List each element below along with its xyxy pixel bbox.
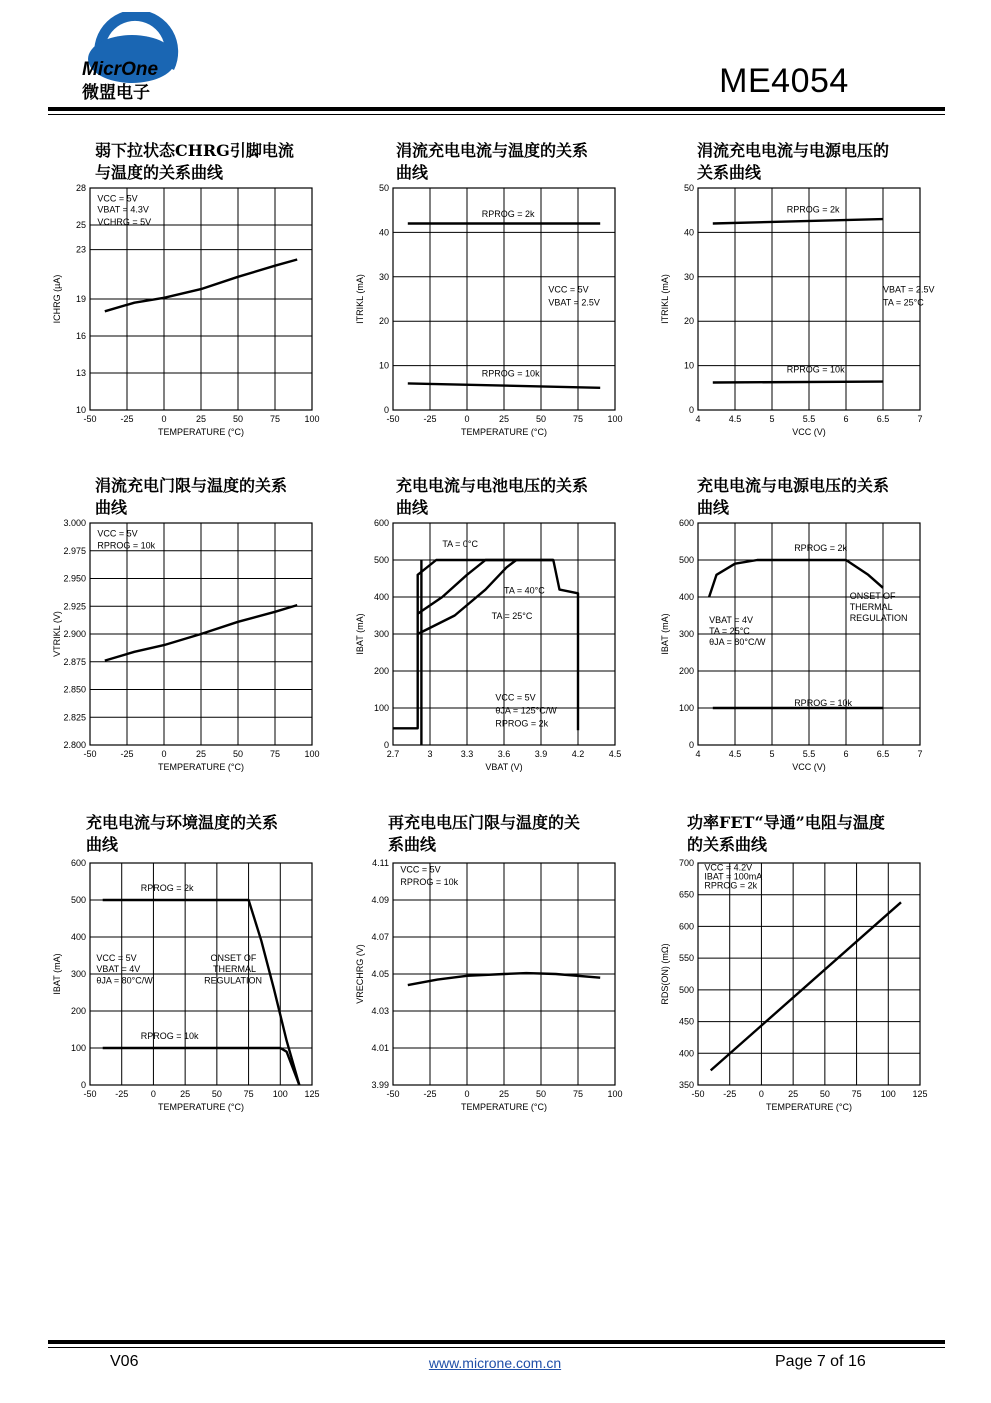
- y-tick-label: 3.000: [63, 518, 86, 528]
- chart-annotation: RPROG = 2k: [140, 882, 194, 893]
- chart-annotation: θJA = 80°C/W: [96, 975, 153, 986]
- x-tick-label: 25: [498, 414, 510, 424]
- x-tick-label: 25: [195, 414, 207, 424]
- x-tick-label: -50: [83, 1089, 97, 1099]
- y-tick-label: 2.975: [63, 545, 86, 556]
- chart-trickle-current-vs-vcc: [648, 180, 935, 445]
- y-tick-label: 350: [678, 1080, 694, 1090]
- x-tick-label: 3.6: [497, 749, 511, 759]
- chart-title-6: [697, 475, 927, 519]
- x-tick-label: 3.3: [460, 749, 474, 759]
- y-tick-label: 550: [678, 953, 694, 964]
- x-tick-label: 4.5: [728, 749, 742, 759]
- chart-annotation: RPROG = 10k: [786, 364, 845, 375]
- chart-annotation: RPROG = 2k: [704, 880, 758, 891]
- chart-annotation: RPROG = 2k: [481, 208, 535, 219]
- y-tick-label: 400: [678, 592, 694, 602]
- model-number: ME4054: [719, 62, 849, 100]
- y-tick-label: 500: [70, 895, 86, 905]
- y-tick-label: 0: [383, 740, 389, 750]
- y-tick-label: 2.900: [63, 629, 86, 639]
- y-tick-label: 100: [678, 703, 694, 713]
- chart-charge-current-vs-ambient: [40, 855, 320, 1120]
- y-tick-label: 2.800: [63, 740, 86, 750]
- y-axis-label: IBAT (mA): [52, 953, 62, 995]
- x-tick-label: -50: [83, 749, 97, 759]
- y-tick-label: 400: [678, 1048, 694, 1059]
- chart-title-1: [95, 140, 325, 184]
- x-tick-label: -25: [115, 1089, 129, 1099]
- y-tick-label: 23: [75, 244, 86, 255]
- y-tick-label: 650: [678, 889, 694, 900]
- chart-charge-current-vs-vcc: [648, 515, 928, 780]
- chart-annotation: TA = 40°C: [504, 585, 545, 596]
- c9-svg: [648, 855, 928, 1120]
- x-tick-label: 100: [304, 749, 320, 759]
- x-axis-label: TEMPERATURE (°C): [158, 1102, 244, 1112]
- x-axis-label: TEMPERATURE (°C): [766, 1102, 852, 1112]
- chart-annotation: RPROG = 10k: [400, 877, 459, 888]
- c4-svg: [40, 515, 320, 780]
- y-tick-label: 100: [70, 1043, 86, 1053]
- chart-annotation: ONSET OF: [210, 953, 257, 964]
- logo-text: MicrOne: [82, 59, 159, 80]
- chart-title-3-line-1: 涓流充电电流与电源电压的: [697, 141, 890, 160]
- x-tick-label: 100: [304, 414, 320, 424]
- chart-annotation: THERMAL: [849, 601, 893, 612]
- chart-annotation: VCC = 5V: [495, 692, 536, 703]
- chart-annotation: IBAT = 100mA: [704, 871, 763, 882]
- x-tick-label: 50: [535, 1089, 547, 1099]
- y-tick-label: 25: [75, 220, 86, 230]
- x-tick-label: 0: [161, 414, 167, 424]
- x-axis-label: TEMPERATURE (°C): [461, 1102, 547, 1112]
- x-tick-label: 100: [880, 1089, 896, 1099]
- x-tick-label: 50: [232, 749, 244, 759]
- microne-logo-icon: [74, 12, 184, 107]
- y-tick-label: 500: [373, 555, 389, 565]
- chart-title-4: [95, 475, 325, 519]
- x-tick-label: 0: [464, 1089, 470, 1099]
- chart-rdson-vs-temp: [648, 855, 928, 1120]
- y-tick-label: 100: [373, 703, 389, 713]
- footer-rule: [48, 1340, 945, 1344]
- c5-svg: [343, 515, 623, 780]
- y-tick-label: 300: [678, 629, 694, 639]
- x-tick-label: 5: [769, 414, 775, 424]
- chart-title-9-line-2: 的关系曲线: [687, 835, 768, 854]
- chart-title-7: [86, 812, 316, 856]
- y-tick-label: 2.850: [63, 684, 86, 695]
- x-tick-label: 50: [819, 1089, 830, 1099]
- y-axis-label: VRECHRG (V): [355, 944, 365, 1004]
- x-tick-label: 100: [607, 1089, 623, 1099]
- chart-title-8-line-2: 系曲线: [388, 835, 437, 854]
- chart-title-2: [396, 140, 626, 184]
- x-tick-label: 4.5: [608, 749, 622, 759]
- chart-annotation: RPROG = 2k: [794, 542, 847, 553]
- y-tick-label: 28: [75, 183, 86, 193]
- x-tick-label: -25: [120, 414, 134, 424]
- x-tick-label: 0: [464, 414, 470, 424]
- y-tick-label: 19: [75, 294, 86, 304]
- chart-title-7-line-2: 曲线: [86, 835, 119, 854]
- y-tick-label: 10: [683, 360, 694, 371]
- series-line: [713, 382, 883, 383]
- y-tick-label: 500: [678, 555, 694, 565]
- x-tick-label: -25: [120, 749, 134, 759]
- chart-trickle-threshold-vs-temp: [40, 515, 320, 780]
- y-tick-label: 400: [373, 592, 389, 602]
- x-tick-label: -50: [386, 1089, 400, 1099]
- y-axis-label: IBAT (mA): [355, 613, 365, 655]
- x-tick-label: 75: [269, 749, 281, 759]
- x-tick-label: 7: [917, 414, 923, 424]
- x-tick-label: 4.2: [571, 749, 585, 759]
- logo-subtitle: 微盟电子: [82, 83, 150, 103]
- chart-title-8: [388, 812, 618, 856]
- x-tick-label: 0: [161, 749, 167, 759]
- y-tick-label: 13: [75, 368, 86, 378]
- x-tick-label: 75: [572, 414, 584, 424]
- x-axis-label: TEMPERATURE (°C): [158, 762, 244, 772]
- chart-annotation: RPROG = 10k: [97, 540, 156, 551]
- x-tick-label: 125: [912, 1089, 928, 1099]
- chart-title-6-line-2: 曲线: [697, 498, 730, 517]
- x-tick-label: 75: [243, 1089, 254, 1099]
- y-tick-label: 10: [378, 360, 389, 371]
- chart-title-2-line-1: 涓流充电电流与温度的关系: [396, 141, 589, 160]
- x-tick-label: 50: [535, 414, 547, 424]
- x-tick-label: 50: [211, 1089, 222, 1099]
- chart-chrg-current-vs-temp: [40, 180, 320, 445]
- c8-svg: [343, 855, 623, 1120]
- x-tick-label: 5.5: [802, 749, 816, 759]
- y-tick-label: 2.925: [63, 601, 86, 612]
- y-tick-label: 4.07: [371, 932, 389, 942]
- y-tick-label: 0: [383, 405, 389, 415]
- chart-annotation: RPROG = 10k: [481, 368, 540, 379]
- chart-title-8-line-1: 再充电电压门限与温度的关: [388, 813, 581, 832]
- y-axis-label: VTRIKL (V): [52, 611, 62, 657]
- y-tick-label: 0: [688, 740, 694, 750]
- x-tick-label: 100: [607, 414, 623, 424]
- x-tick-label: 50: [232, 414, 244, 424]
- chart-title-9-line-1: 功率FET“导通”电阻与温度: [687, 813, 885, 832]
- chart-annotation: REGULATION: [204, 975, 263, 986]
- x-tick-label: 6.5: [876, 749, 890, 759]
- x-tick-label: 2.7: [386, 749, 400, 759]
- y-axis-label: ICHRG (µA): [52, 274, 62, 324]
- y-tick-label: 50: [378, 183, 389, 193]
- y-tick-label: 20: [683, 316, 694, 327]
- header-rule-thin: [48, 114, 945, 115]
- chart-annotation: TA = 0°C: [442, 539, 479, 550]
- c2-svg: [343, 180, 623, 445]
- y-tick-label: 2.875: [63, 656, 86, 667]
- x-tick-label: 3: [427, 749, 433, 759]
- y-axis-label: ITRIKL (mA): [660, 274, 670, 324]
- chart-annotation: TA = 25°C: [709, 626, 750, 636]
- y-tick-label: 700: [678, 858, 694, 868]
- x-tick-label: 3.9: [534, 749, 548, 759]
- footer-rule-thin: [48, 1347, 945, 1348]
- c1-svg: [40, 180, 320, 445]
- y-tick-label: 40: [683, 227, 694, 238]
- y-tick-label: 3.99: [371, 1080, 389, 1090]
- y-tick-label: 4.01: [371, 1043, 389, 1053]
- company-logo: [74, 12, 184, 107]
- x-tick-label: 5.5: [802, 414, 816, 424]
- x-tick-label: 4: [695, 414, 701, 424]
- chart-annotation: VCC = 4.2V: [704, 862, 753, 873]
- y-tick-label: 600: [678, 921, 694, 932]
- x-axis-label: VCC (V): [792, 762, 826, 772]
- y-axis-label: ITRIKL (mA): [355, 274, 365, 324]
- chart-title-2-line-2: 曲线: [396, 163, 429, 182]
- x-axis-label: TEMPERATURE (°C): [461, 427, 547, 437]
- chart-annotation: VCC = 5V: [97, 193, 138, 204]
- x-tick-label: 25: [498, 1089, 510, 1099]
- x-tick-label: -50: [83, 414, 97, 424]
- series-line: [103, 1048, 300, 1085]
- x-tick-label: 0: [758, 1089, 764, 1099]
- x-tick-label: -50: [386, 414, 400, 424]
- chart-title-7-line-1: 充电电流与环境温度的关系: [86, 813, 279, 832]
- chart-annotation: θJA = 80°C/W: [709, 637, 766, 648]
- chart-annotation: REGULATION: [849, 613, 908, 624]
- y-tick-label: 4.11: [372, 858, 389, 868]
- x-tick-label: 25: [180, 1089, 191, 1099]
- x-tick-label: 0: [150, 1089, 156, 1099]
- y-tick-label: 600: [373, 518, 389, 528]
- chart-annotation: RPROG = 10k: [140, 1030, 199, 1041]
- y-tick-label: 50: [683, 183, 694, 193]
- chart-annotation: VBAT = 2.5V: [548, 297, 600, 308]
- chart-annotation: VCC = 5V: [96, 953, 137, 964]
- y-tick-label: 10: [75, 405, 86, 415]
- chart-annotation: THERMAL: [213, 964, 257, 975]
- x-tick-label: 75: [851, 1089, 862, 1099]
- x-tick-label: 5: [769, 749, 775, 759]
- chart-trickle-current-vs-temp: [343, 180, 623, 445]
- y-tick-label: 2.825: [63, 712, 86, 723]
- chart-recharge-threshold-vs-temp: [343, 855, 623, 1120]
- x-tick-label: 125: [304, 1089, 320, 1099]
- y-tick-label: 500: [678, 984, 694, 995]
- series-line: [103, 900, 300, 1085]
- y-tick-label: 200: [373, 666, 389, 676]
- chart-title-1-line-1: 弱下拉状态CHRG引脚电流: [95, 141, 294, 160]
- chart-title-6-line-1: 充电电流与电源电压的关系: [697, 476, 890, 495]
- x-tick-label: -25: [423, 1089, 437, 1099]
- chart-title-9: [687, 812, 917, 856]
- chart-title-3-line-2: 关系曲线: [697, 163, 762, 182]
- y-tick-label: 200: [70, 1006, 86, 1016]
- chart-annotation: RPROG = 10k: [794, 698, 852, 709]
- series-line: [713, 219, 883, 223]
- y-tick-label: 0: [80, 1080, 86, 1090]
- y-tick-label: 4.05: [371, 969, 389, 979]
- chart-annotation: VCC = 5V: [400, 864, 441, 875]
- y-tick-label: 20: [378, 316, 389, 327]
- x-tick-label: -50: [691, 1089, 705, 1099]
- x-tick-label: 6: [843, 749, 849, 759]
- x-tick-label: 25: [788, 1089, 799, 1099]
- chart-annotation: TA = 25°C: [491, 611, 533, 622]
- chart-annotation: VBAT = 2.5V: [883, 284, 935, 295]
- chart-title-5-line-2: 曲线: [396, 498, 429, 517]
- series-line: [711, 902, 901, 1070]
- y-tick-label: 4.03: [371, 1006, 389, 1016]
- x-axis-label: VBAT (V): [485, 762, 523, 772]
- chart-title-4-line-2: 曲线: [95, 498, 128, 517]
- chart-annotation: VBAT = 4.3V: [97, 204, 149, 215]
- website-link[interactable]: www.microne.com.cn: [428, 1355, 562, 1371]
- chart-annotation: θJA = 125°C/W: [495, 705, 557, 716]
- y-tick-label: 0: [688, 405, 694, 415]
- y-tick-label: 300: [70, 969, 86, 979]
- x-tick-label: 6: [843, 414, 849, 424]
- x-tick-label: 6.5: [876, 414, 890, 424]
- chart-annotation: VCC = 5V: [548, 284, 589, 295]
- chart-title-1-line-2: 与温度的关系曲线: [95, 163, 224, 182]
- c3-svg: [648, 180, 935, 445]
- c6-svg: [648, 515, 928, 780]
- c7-svg: [40, 855, 320, 1120]
- chart-annotation: VCC = 5V: [97, 528, 138, 539]
- version-label: V06: [110, 1353, 139, 1370]
- x-tick-label: 25: [195, 749, 207, 759]
- chart-charge-current-vs-vbat: [343, 515, 623, 780]
- y-tick-label: 600: [70, 858, 86, 868]
- x-axis-label: VCC (V): [792, 427, 826, 437]
- y-tick-label: 300: [373, 629, 389, 639]
- x-tick-label: -25: [423, 414, 437, 424]
- chart-title-5: [396, 475, 626, 519]
- chart-annotation: RPROG = 2k: [495, 718, 549, 729]
- y-tick-label: 40: [378, 227, 389, 238]
- x-tick-label: 4.5: [728, 414, 742, 424]
- y-axis-label: RDS(ON) (mΩ): [660, 943, 670, 1005]
- y-tick-label: 2.950: [63, 573, 86, 584]
- y-axis-label: IBAT (mA): [660, 613, 670, 655]
- y-tick-label: 200: [678, 666, 694, 676]
- x-tick-label: 4: [695, 749, 701, 759]
- y-tick-label: 30: [683, 271, 694, 282]
- chart-annotation: ONSET OF: [849, 590, 896, 601]
- header-rule: [48, 107, 945, 111]
- chart-annotation: VBAT = 4V: [709, 614, 754, 625]
- chart-annotation: TA = 25°C: [883, 297, 924, 308]
- chart-title-4-line-1: 涓流充电门限与温度的关系: [95, 476, 288, 495]
- x-tick-label: 75: [269, 414, 281, 424]
- chart-annotation: VCHRG = 5V: [97, 217, 152, 227]
- chart-annotation: RPROG = 2k: [786, 204, 840, 215]
- y-tick-label: 400: [70, 932, 86, 942]
- y-tick-label: 16: [75, 331, 86, 341]
- chart-annotation: VBAT = 4V: [96, 964, 141, 975]
- x-axis-label: TEMPERATURE (°C): [158, 427, 244, 437]
- x-tick-label: -25: [723, 1089, 737, 1099]
- y-tick-label: 4.09: [371, 895, 389, 905]
- chart-title-3: [697, 140, 927, 184]
- x-tick-label: 75: [572, 1089, 584, 1099]
- y-tick-label: 30: [378, 271, 389, 282]
- y-tick-label: 450: [678, 1016, 694, 1027]
- x-tick-label: 7: [917, 749, 923, 759]
- chart-title-5-line-1: 充电电流与电池电压的关系: [396, 476, 589, 495]
- x-tick-label: 100: [272, 1089, 288, 1099]
- y-tick-label: 600: [678, 518, 694, 528]
- page-number: Page 7 of 16: [775, 1353, 866, 1370]
